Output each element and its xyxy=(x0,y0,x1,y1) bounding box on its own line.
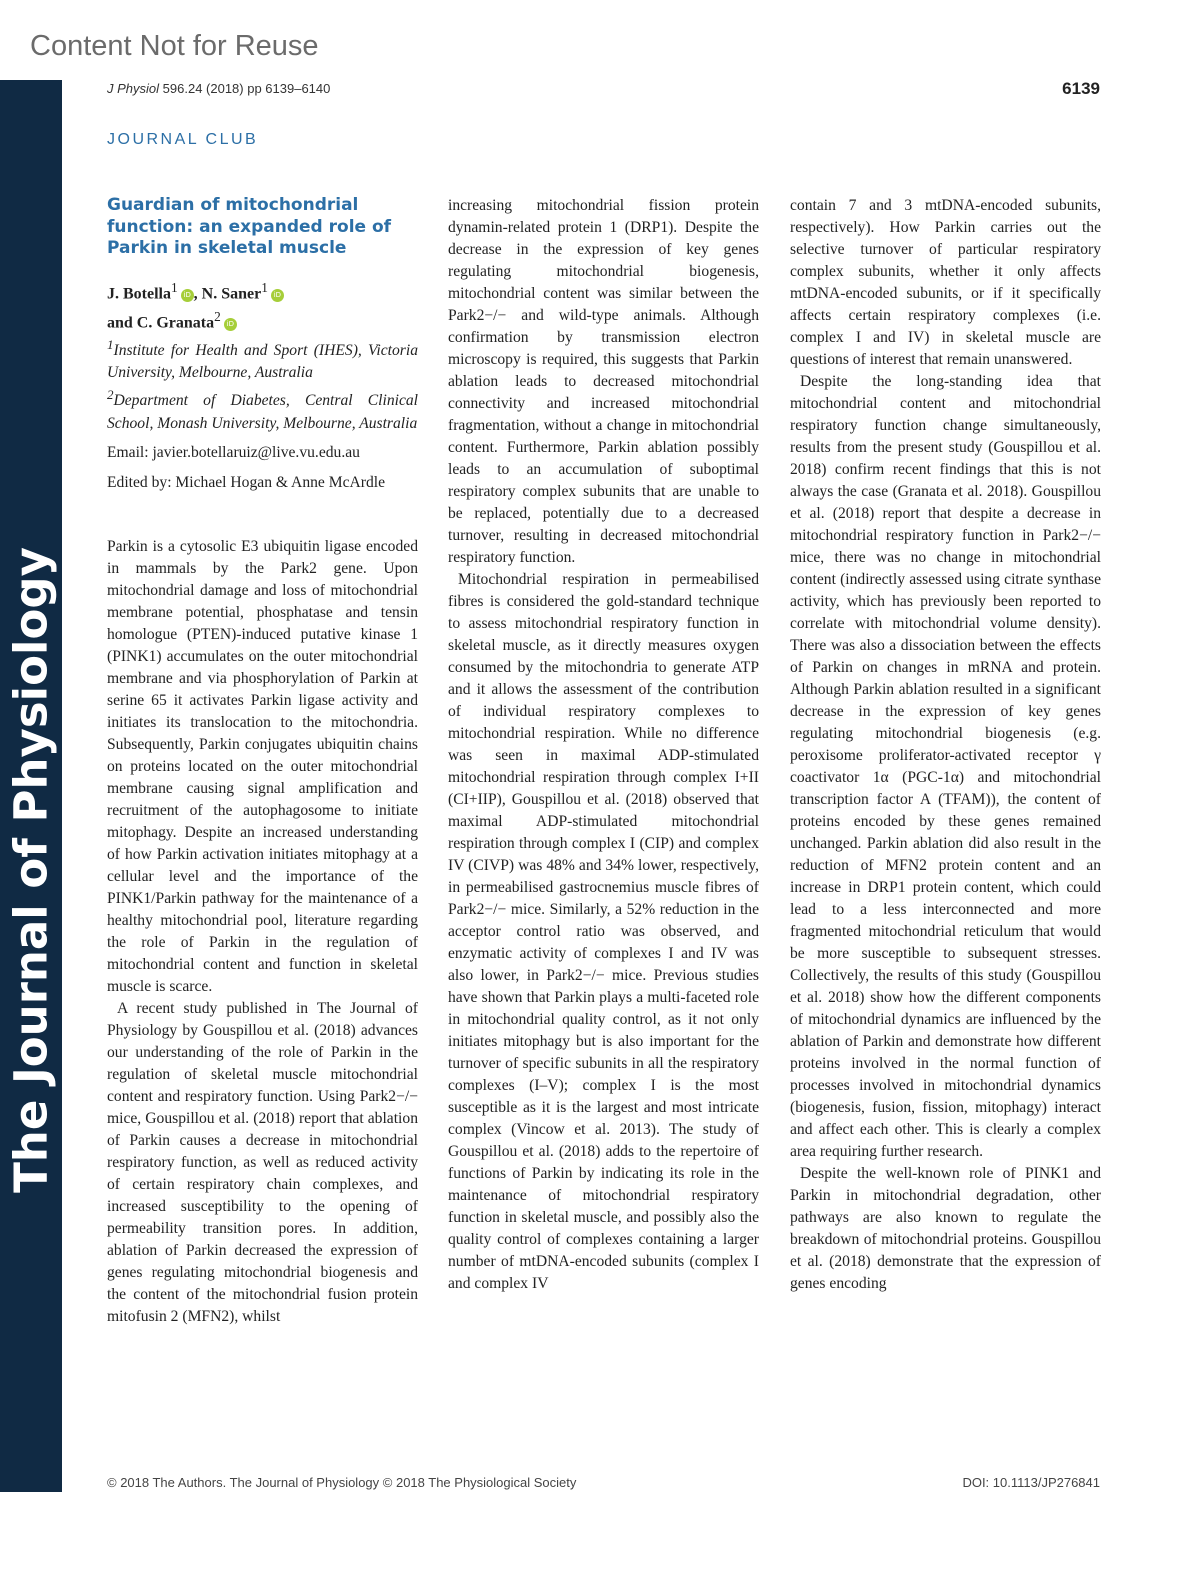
journal-name: J Physiol xyxy=(107,81,160,96)
footer-copyright: © 2018 The Authors. The Journal of Physiology © 2018 The Physiological Society xyxy=(107,1475,577,1490)
column-1 xyxy=(107,195,418,1328)
author-affiliation-number: 2 xyxy=(214,308,221,324)
journal-volume-pages: 596.24 (2018) pp 6139–6140 xyxy=(162,81,331,96)
sidebar-journal-title: The Journal of Physiology xyxy=(4,547,58,1193)
edited-by: Edited by: Michael Hogan & Anne McArdle xyxy=(107,473,386,491)
orcid-icon[interactable]: iD xyxy=(181,289,194,302)
author-name: , N. Saner xyxy=(193,284,262,302)
author-name: J. Botella xyxy=(107,284,171,302)
article-title: Guardian of mitochondrial function: an expanded role of Parkin in skeletal muscle xyxy=(107,195,392,258)
affiliation-number: 2 xyxy=(107,387,114,403)
footer-doi[interactable]: DOI: 10.1113/JP276841 xyxy=(962,1475,1100,1490)
author-name: and C. Granata xyxy=(107,314,215,332)
affiliation-number: 1 xyxy=(107,337,114,353)
journal-reference xyxy=(107,81,330,96)
author-list xyxy=(107,276,418,335)
body-paragraph: Mitochondrial respiration in permeabilised fibres is considered the gold-standard technique to assess mitochondrial respiratory function in skeletal muscle, as it directly measures oxygen consumed by the mitochondria to generate ATP and it allows the assessment of the contribution of individual respiratory complexes to mitochondrial respiration. While no difference was seen in maximal ADP-stimulated mitochondrial respiration through complex I+II (CI+IIP), Gouspillou et al. (2018) observed that maximal ADP-stimulated mitochondrial respiration through complex I (CIP) and complex IV (CIVP) was 48% and 34% lower, respectively, in permeabilised gastrocnemius muscle fibres of Park2−/− mice. Similarly, a 52% reduction in the acceptor control ratio was observed, and enzymatic activity of complexes I and IV was also lower, in Park2−/− mice. Previous studies have shown that Parkin plays a multi-faceted role in mitochondrial quality control, as it not only initiates mitophagy but is also important for the turnover of specific subunits in all the respiratory complexes (I–V); complex I is the most susceptible as it is the largest and most intricate complex (Vincow et al. 2013). The study of Gouspillou et al. (2018) adds to the repertoire of functions of Parkin by indicating its role in the maintenance of mitochondrial respiratory function in skeletal muscle, and possibly also the quality control of complexes containing a larger number of mtDNA-encoded subunits (complex I and complex IV xyxy=(448,571,759,1292)
affiliation-text: Institute for Health and Sport (IHES), Victoria University, Melbourne, Australia xyxy=(107,342,418,382)
orcid-icon[interactable]: iD xyxy=(271,289,284,302)
body-paragraph: increasing mitochondrial fission protein dynamin-related protein 1 (DRP1). Despite the decrease in the expression of key genes regulating mitochondrial biogenesis, mitochondrial content was similar between the Park2−/− and wild-type animals. Although confirmation by transmission electron microscopy is required, this suggests that Parkin ablation leads to decreased mitochondrial connectivity and increased mitochondrial fragmentation, without a change in mitochondrial content. Furthermore, Parkin ablation possibly leads to an accumulation of suboptimal respiratory complex subunits that are unable to be replaced, potentially due to a decreased turnover, resulting in decreased mitochondrial respiratory function. xyxy=(448,197,759,566)
journal-sidebar xyxy=(0,80,62,1492)
author-affiliation-number: 1 xyxy=(171,279,178,295)
affiliation xyxy=(107,384,418,434)
affiliation-text: Department of Diabetes, Central Clinical School, Monash University, Melbourne, Australia xyxy=(107,392,418,432)
column-2 xyxy=(448,195,759,1295)
section-label: JOURNAL CLUB xyxy=(107,131,259,148)
contact-email[interactable]: Email: javier.botellaruiz@live.vu.edu.au xyxy=(107,443,360,461)
affiliation xyxy=(107,334,418,384)
body-paragraph: Parkin is a cytosolic E3 ubiquitin ligase encoded in mammals by the Park2 gene. Upon mitochondrial damage and loss of mitochondrial membrane potential, phosphatase and tensin homologue (PTEN)-induced putative kinase 1 (PINK1) accumulates on the outer mitochondrial membrane and via phosphorylation of Parkin at serine 65 it activates Parkin ligase activity and initiates its translocation to the mitochondria. Subsequently, Parkin conjugates ubiquitin chains on proteins located on the outer mitochondrial membrane causing signal amplification and recruitment of the autophagosome to initiate mitophagy. Despite an increased understanding of how Parkin activation initiates mitophagy at a cellular level and the importance of the PINK1/Parkin pathway for the maintenance of a healthy mitochondrial pool, literature regarding the role of Parkin in the regulation of mitochondrial content and function in skeletal muscle is scarce. xyxy=(107,537,418,995)
body-paragraph: Despite the long-standing idea that mitochondrial content and mitochondrial respiratory function change simultaneously, results from the present study (Gouspillou et al. 2018) confirm recent findings that this is not always the case (Granata et al. 2018). Gouspillou et al. (2018) report that despite a decrease in mitochondrial respiratory function in Park2−/− mice, there was no change in mitochondrial content (indirectly assessed using citrate synthase activity, which has previously been reported to correlate with mitochondrial volume density). There was also a dissociation between the effects of Parkin on changes in mRNA and protein. Although Parkin ablation resulted in a significant decrease in the expression of key genes regulating mitochondrial biogenesis (e.g. peroxisome proliferator-activated receptor γ coactivator 1α (PGC-1α) and mitochondrial transcription factor A (TFAM)), the content of proteins encoded by these genes remained unchanged. Parkin ablation did also result in the reduction of MFN2 protein content and an increase in DRP1 protein content, which could lead to a less interconnected and more fragmented mitochondrial reticulum that would be more susceptible to subsequent stresses. Collectively, the results of this study (Gouspillou et al. 2018) show how the different components of mitochondrial dynamics are influenced by the ablation of Parkin and demonstrate how different proteins involved in the normal function of processes involved in mitochondrial dynamics (biogenesis, fusion, fission, mitophagy) interact and affect each other. This is clearly a complex area requiring further research. xyxy=(790,373,1101,1160)
body-paragraph: contain 7 and 3 mtDNA-encoded subunits, respectively). How Parkin carries out the selective turnover of particular respiratory complex subunits, whether it only affects mtDNA-encoded subunits, or if it specifically affects certain respiratory complexes (i.e. complex I and IV) in skeletal muscle are questions of interest that remain unanswered. xyxy=(790,197,1101,368)
orcid-icon[interactable]: iD xyxy=(224,318,237,331)
page-number: 6139 xyxy=(1062,79,1100,98)
body-paragraph: Despite the well-known role of PINK1 and Parkin in mitochondrial degradation, other pathways are also known to regulate the breakdown of mitochondrial proteins. Gouspillou et al. (2018) demonstrate that the expression of genes encoding xyxy=(790,1165,1101,1292)
body-paragraph: A recent study published in The Journal of Physiology by Gouspillou et al. (2018) advances our understanding of the role of Parkin in the regulation of skeletal muscle mitochondrial content and respiratory function. Using Park2−/− mice, Gouspillou et al. (2018) report that ablation of Parkin causes a decrease in mitochondrial respiratory function, as well as reduced activity of certain respiratory chain complexes, and increased susceptibility to the opening of permeability transition pores. In addition, ablation of Parkin decreased the expression of genes regulating mitochondrial biogenesis and the content of the mitochondrial fusion protein mitofusin 2 (MFN2), whilst xyxy=(107,999,418,1325)
author-affiliation-number: 1 xyxy=(261,279,268,295)
watermark: Content Not for Reuse xyxy=(30,30,319,62)
column-3 xyxy=(790,195,1101,1295)
